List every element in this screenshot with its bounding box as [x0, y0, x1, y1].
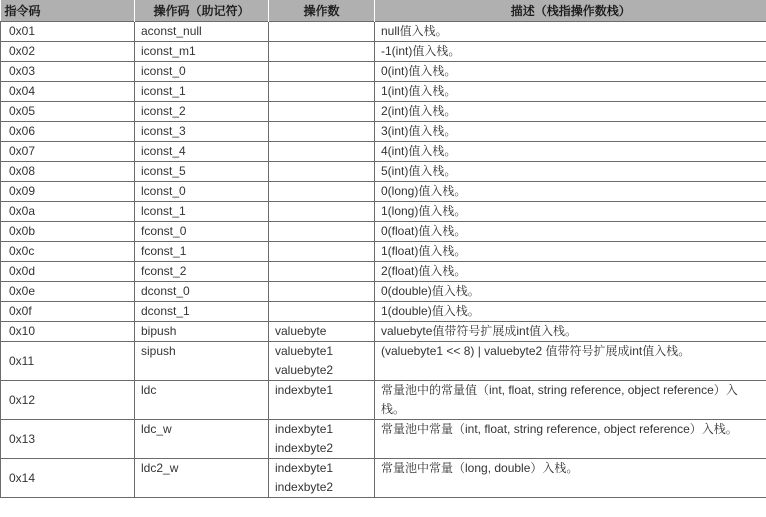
description-cell: 0(int)值入栈。 — [375, 62, 766, 82]
operand-cell — [269, 182, 375, 202]
table-row — [1, 322, 766, 342]
table-row — [1, 420, 766, 459]
opcode-cell: 0x13 — [1, 420, 135, 459]
table-row — [1, 381, 766, 420]
table-row — [1, 222, 766, 242]
opcode-cell: 0x0d — [1, 262, 135, 282]
mnemonic-cell: ldc — [135, 381, 269, 420]
operand-cell — [269, 242, 375, 262]
mnemonic-cell: iconst_2 — [135, 102, 269, 122]
opcode-cell: 0x07 — [1, 142, 135, 162]
mnemonic-cell: iconst_1 — [135, 82, 269, 102]
opcode-cell: 0x0b — [1, 222, 135, 242]
opcode-cell: 0x04 — [1, 82, 135, 102]
opcode-cell: 0x0c — [1, 242, 135, 262]
operand-line-1: valuebyte — [275, 324, 327, 338]
mnemonic-cell: fconst_1 — [135, 242, 269, 262]
mnemonic-cell: bipush — [135, 322, 269, 342]
mnemonic-cell: dconst_1 — [135, 302, 269, 322]
table-row — [1, 62, 766, 82]
opcode-cell: 0x06 — [1, 122, 135, 142]
opcode-cell: 0x05 — [1, 102, 135, 122]
table-row — [1, 262, 766, 282]
mnemonic-cell: ldc_w — [135, 420, 269, 459]
operand-line-1: indexbyte1 — [275, 383, 334, 397]
mnemonic-cell: fconst_0 — [135, 222, 269, 242]
operand-cell — [269, 282, 375, 302]
operand-cell — [269, 162, 375, 182]
operand-line-1: indexbyte1 — [275, 461, 334, 475]
operand-line-1: indexbyte1 — [275, 422, 334, 436]
table-row — [1, 459, 766, 498]
mnemonic-cell: iconst_m1 — [135, 42, 269, 62]
opcode-cell: 0x0f — [1, 302, 135, 322]
description-cell: 1(int)值入栈。 — [375, 82, 766, 102]
mnemonic-cell: iconst_4 — [135, 142, 269, 162]
description-cell: 常量池中的常量值（int, float, string reference, object reference）入栈。 — [375, 381, 766, 420]
operand-cell — [269, 302, 375, 322]
operand-line-2: indexbyte2 — [275, 441, 334, 455]
description-cell: 0(long)值入栈。 — [375, 182, 766, 202]
table-row — [1, 102, 766, 122]
mnemonic-cell: dconst_0 — [135, 282, 269, 302]
description-cell: null值入栈。 — [375, 22, 766, 42]
header-description: 描述（栈指操作数栈） — [375, 0, 766, 22]
opcode-cell: 0x08 — [1, 162, 135, 182]
opcode-cell: 0x11 — [1, 342, 135, 381]
operand-cell — [269, 22, 375, 42]
header-operand: 操作数 — [269, 0, 375, 22]
table-row — [1, 22, 766, 42]
table-row — [1, 302, 766, 322]
table-row — [1, 342, 766, 381]
description-cell: 1(float)值入栈。 — [375, 242, 766, 262]
operand-line-2: valuebyte2 — [275, 363, 334, 377]
mnemonic-cell: aconst_null — [135, 22, 269, 42]
description-cell: 1(double)值入栈。 — [375, 302, 766, 322]
operand-line-2: indexbyte2 — [275, 480, 334, 494]
opcode-cell: 0x14 — [1, 459, 135, 498]
operand-cell — [269, 142, 375, 162]
description-cell: 5(int)值入栈。 — [375, 162, 766, 182]
table-row — [1, 122, 766, 142]
description-cell: 3(int)值入栈。 — [375, 122, 766, 142]
opcode-cell: 0x12 — [1, 381, 135, 420]
operand-line-1: valuebyte1 — [275, 344, 334, 358]
opcode-cell: 0x02 — [1, 42, 135, 62]
header-code: 指令码 — [1, 0, 135, 22]
mnemonic-cell: iconst_5 — [135, 162, 269, 182]
operand-cell — [269, 342, 375, 381]
header-mnemonic: 操作码（助记符） — [135, 0, 269, 22]
operand-cell — [269, 322, 375, 342]
operand-cell — [269, 42, 375, 62]
description-cell: 0(float)值入栈。 — [375, 222, 766, 242]
operand-cell — [269, 420, 375, 459]
mnemonic-cell: lconst_1 — [135, 202, 269, 222]
operand-cell — [269, 381, 375, 420]
table-row — [1, 242, 766, 262]
operand-cell — [269, 62, 375, 82]
table-row — [1, 162, 766, 182]
mnemonic-cell: sipush — [135, 342, 269, 381]
operand-cell — [269, 262, 375, 282]
operand-cell — [269, 222, 375, 242]
mnemonic-cell: iconst_3 — [135, 122, 269, 142]
table-row — [1, 202, 766, 222]
table-row — [1, 42, 766, 62]
operand-cell — [269, 122, 375, 142]
description-cell: 4(int)值入栈。 — [375, 142, 766, 162]
table-row — [1, 282, 766, 302]
description-cell: valuebyte值带符号扩展成int值入栈。 — [375, 322, 766, 342]
description-cell: 常量池中常量（long, double）入栈。 — [375, 459, 766, 498]
mnemonic-cell: lconst_0 — [135, 182, 269, 202]
operand-cell — [269, 102, 375, 122]
opcode-cell: 0x09 — [1, 182, 135, 202]
description-cell: (valuebyte1 << 8) | valuebyte2 值带符号扩展成int值入栈。 — [375, 342, 766, 381]
opcode-cell: 0x0a — [1, 202, 135, 222]
opcode-cell: 0x10 — [1, 322, 135, 342]
opcode-cell: 0x03 — [1, 62, 135, 82]
description-cell: 2(float)值入栈。 — [375, 262, 766, 282]
table-row — [1, 82, 766, 102]
description-cell: 2(int)值入栈。 — [375, 102, 766, 122]
opcode-cell: 0x0e — [1, 282, 135, 302]
operand-cell — [269, 82, 375, 102]
operand-cell — [269, 459, 375, 498]
mnemonic-cell: ldc2_w — [135, 459, 269, 498]
opcode-cell: 0x01 — [1, 22, 135, 42]
mnemonic-cell: fconst_2 — [135, 262, 269, 282]
description-cell: 常量池中常量（int, float, string reference, object reference）入栈。 — [375, 420, 766, 459]
description-cell: 1(long)值入栈。 — [375, 202, 766, 222]
mnemonic-cell: iconst_0 — [135, 62, 269, 82]
table-row — [1, 142, 766, 162]
operand-cell — [269, 202, 375, 222]
table-row — [1, 182, 766, 202]
description-cell: -1(int)值入栈。 — [375, 42, 766, 62]
description-cell: 0(double)值入栈。 — [375, 282, 766, 302]
header-row — [1, 0, 766, 22]
